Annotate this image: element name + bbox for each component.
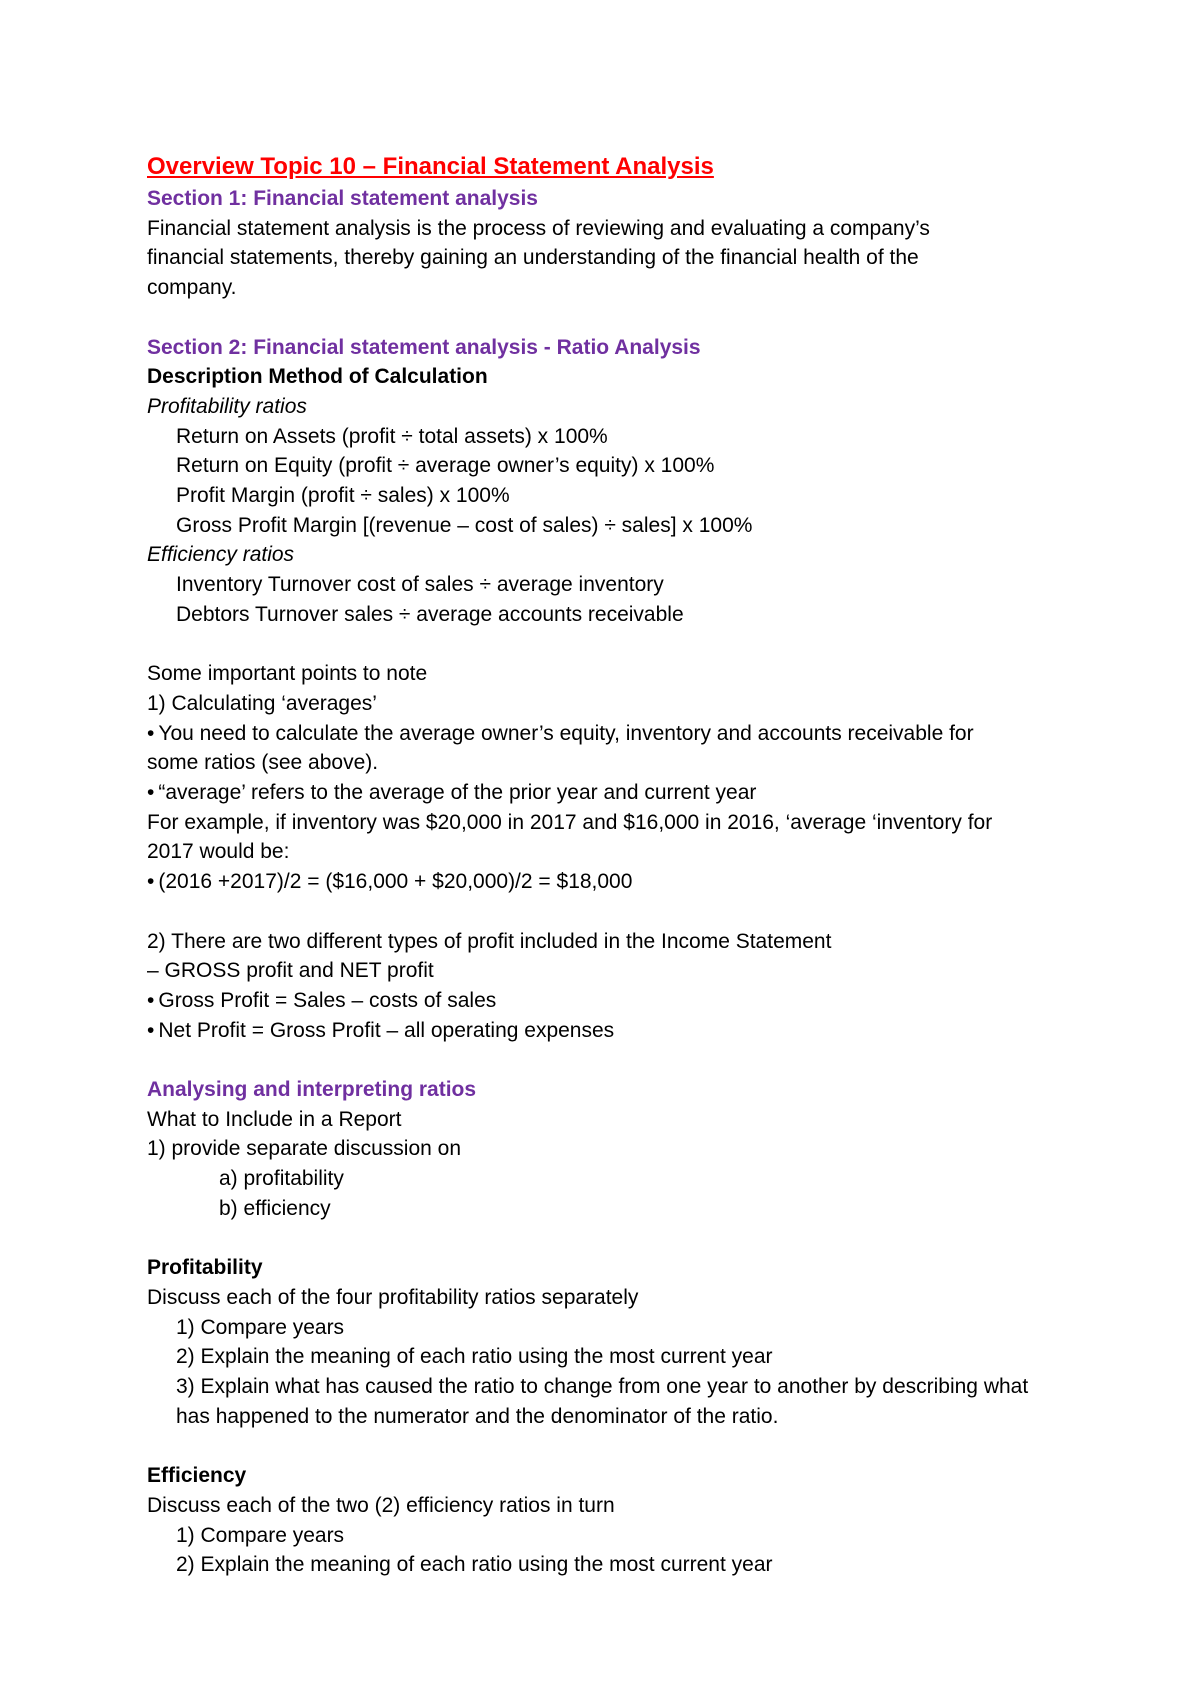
section-2-heading: Section 2: Financial statement analysis - Ratio Analysis [147,335,701,359]
report-item-1: 1) provide separate discussion on [147,1137,462,1161]
efficiency-step-1: 1) Compare years [176,1523,345,1547]
ratio-gross-profit-margin: Gross Profit Margin [(revenue – cost of sales) ÷ sales] x 100% [176,513,753,537]
note-1-bullet-2-text: “average’ refers to the average of the prior year and current year [158,781,757,805]
note-1-example: For example, if inventory was $20,000 in 2017 and $16,000 in 2016, ‘average ‘inventory for 2017 would be: [147,810,993,864]
section-1-body: Financial statement analysis is the process of reviewing and evaluating a company’s financial statements, thereby gaining an understanding of the financial health of the company. [147,216,930,300]
profitability-step-1: 1) Compare years [176,1315,345,1339]
profitability-step-2: 2) Explain the meaning of each ratio using the most current year [176,1345,773,1369]
ratio-profit-margin: Profit Margin (profit ÷ sales) x 100% [176,484,510,508]
spacer [147,303,1077,333]
profitability-intro: Discuss each of the four profitability ratios separately [147,1285,639,1309]
note-1-bullet-1 [147,719,1007,778]
document-page [147,150,1077,1580]
section-1-heading: Section 1: Financial statement analysis [147,187,538,210]
profitability-ratios-label: Profitability ratios [147,394,307,418]
efficiency-step-2: 2) Explain the meaning of each ratio using the most current year [176,1553,773,1577]
note-1-example-bullet [147,867,1077,897]
ratio-table-header: Description Method of Calculation [147,365,488,389]
note-1-example-bullet-text: (2016 +2017)/2 = ($16,000 + $20,000)/2 = $18,000 [158,870,633,894]
note-2-bullet-2 [147,1016,1077,1046]
report-sub-a: a) profitability [219,1167,344,1191]
spacer [147,1045,1077,1075]
ratio-inventory-turnover: Inventory Turnover cost of sales ÷ average inventory [176,573,664,597]
note-2-bullet-1-text: Gross Profit = Sales – costs of sales [158,988,497,1012]
notes-intro: Some important points to note [147,662,428,686]
note-1-heading: 1) Calculating ‘averages’ [147,691,377,715]
ratio-debtors-turnover: Debtors Turnover sales ÷ average accounts receivable [176,602,684,626]
analysis-heading: Analysing and interpreting ratios [147,1078,477,1102]
document-title: Overview Topic 10 – Financial Statement Analysis [147,153,714,180]
note-2-heading: 2) There are two different types of profit included in the Income Statement [147,929,832,953]
spacer [147,1431,1077,1461]
efficiency-intro: Discuss each of the two (2) efficiency ratios in turn [147,1493,615,1517]
profitability-heading: Profitability [147,1256,263,1280]
note-2-bullet-2-text: Net Profit = Gross Profit – all operating expenses [158,1018,615,1042]
note-1-bullet-1-text: You need to calculate the average owner’s equity, inventory and accounts receivable for some ratios (see above). [147,721,974,775]
note-1-bullet-2 [147,778,1077,808]
profitability-step-3: 3) Explain what has caused the ratio to change from one year to another by describing what has happened to the numerator and the denominator of the ratio. [176,1375,1029,1428]
ratio-return-on-assets: Return on Assets (profit ÷ total assets) x 100% [176,424,608,448]
ratio-return-on-equity: Return on Equity (profit ÷ average owner’s equity) x 100% [176,454,715,478]
note-2-bullet-1 [147,986,1077,1016]
spacer [147,630,1077,660]
report-sub-b: b) efficiency [219,1196,331,1220]
efficiency-heading: Efficiency [147,1464,247,1488]
report-label: What to Include in a Report [147,1107,402,1131]
efficiency-ratios-label: Efficiency ratios [147,543,295,567]
note-2-subheading: – GROSS profit and NET profit [147,959,434,983]
spacer [147,1224,1077,1254]
spacer [147,897,1077,927]
